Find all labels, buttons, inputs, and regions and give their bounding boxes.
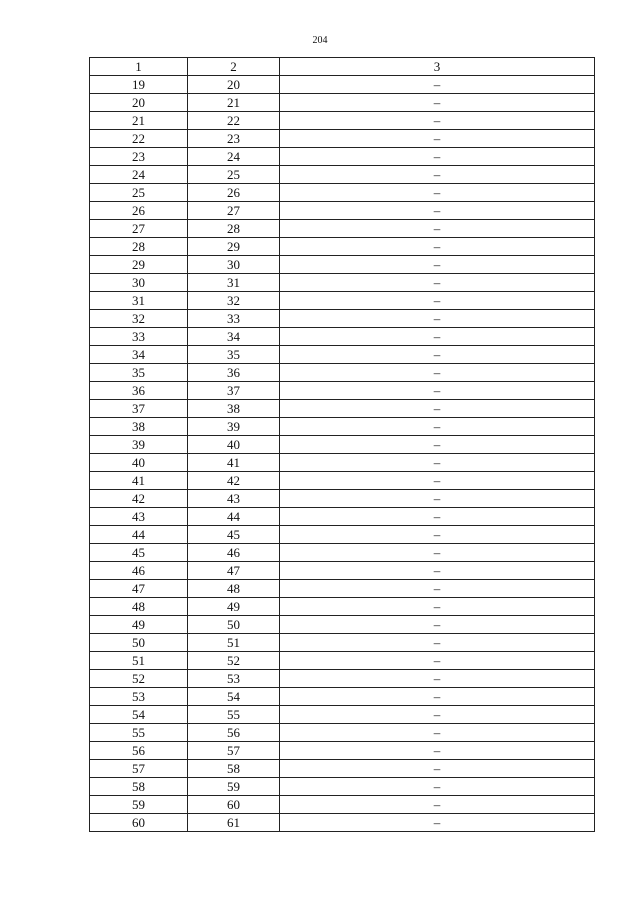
table-cell: 52 xyxy=(90,670,188,688)
table-cell: 47 xyxy=(188,562,280,580)
table-cell: 60 xyxy=(90,814,188,832)
table-cell: 42 xyxy=(188,472,280,490)
table-cell: – xyxy=(280,472,595,490)
table-cell: – xyxy=(280,616,595,634)
table-cell: 44 xyxy=(90,526,188,544)
data-table xyxy=(89,57,595,832)
table-row xyxy=(90,292,595,310)
table-row xyxy=(90,112,595,130)
table-cell: – xyxy=(280,274,595,292)
table-cell: – xyxy=(280,670,595,688)
table-cell: – xyxy=(280,508,595,526)
table-cell: – xyxy=(280,490,595,508)
table-cell: – xyxy=(280,76,595,94)
table-cell: 51 xyxy=(188,634,280,652)
table-cell: – xyxy=(280,724,595,742)
table-row xyxy=(90,328,595,346)
table-cell: 50 xyxy=(90,634,188,652)
table-cell: 25 xyxy=(188,166,280,184)
table-cell: – xyxy=(280,436,595,454)
page-number: 204 xyxy=(312,35,328,46)
table-row xyxy=(90,760,595,778)
table-cell: 31 xyxy=(90,292,188,310)
table-cell: 57 xyxy=(90,760,188,778)
table-row xyxy=(90,652,595,670)
table-cell: – xyxy=(280,184,595,202)
table-cell: – xyxy=(280,328,595,346)
table-row xyxy=(90,436,595,454)
table-cell: – xyxy=(280,166,595,184)
table-cell: 51 xyxy=(90,652,188,670)
table-cell: 49 xyxy=(188,598,280,616)
table-cell: 26 xyxy=(188,184,280,202)
table-row xyxy=(90,238,595,256)
table-cell: – xyxy=(280,112,595,130)
table-row xyxy=(90,220,595,238)
table-row xyxy=(90,670,595,688)
table-row xyxy=(90,616,595,634)
table-cell: 56 xyxy=(188,724,280,742)
table-cell: 61 xyxy=(188,814,280,832)
table-row xyxy=(90,148,595,166)
table-cell: 54 xyxy=(90,706,188,724)
table-cell: 28 xyxy=(188,220,280,238)
table-cell: – xyxy=(280,418,595,436)
table-cell: – xyxy=(280,544,595,562)
table-cell: 26 xyxy=(90,202,188,220)
table-cell: – xyxy=(280,382,595,400)
table-cell: 22 xyxy=(90,130,188,148)
table-cell: 54 xyxy=(188,688,280,706)
table-cell: 45 xyxy=(188,526,280,544)
table-cell: – xyxy=(280,202,595,220)
table-row xyxy=(90,778,595,796)
table-row xyxy=(90,580,595,598)
table-cell: 36 xyxy=(188,364,280,382)
table-row xyxy=(90,418,595,436)
table-row xyxy=(90,364,595,382)
table-row xyxy=(90,382,595,400)
table-cell: – xyxy=(280,814,595,832)
table-cell: – xyxy=(280,364,595,382)
table-cell: – xyxy=(280,598,595,616)
table-cell: – xyxy=(280,742,595,760)
table-cell: – xyxy=(280,94,595,112)
table-cell: 27 xyxy=(188,202,280,220)
table-cell: – xyxy=(280,562,595,580)
table-cell: – xyxy=(280,256,595,274)
table-row xyxy=(90,256,595,274)
table-cell: – xyxy=(280,238,595,256)
table-body xyxy=(90,58,595,832)
table-row xyxy=(90,310,595,328)
table-cell: 57 xyxy=(188,742,280,760)
table-cell: 25 xyxy=(90,184,188,202)
table-cell: 53 xyxy=(90,688,188,706)
table-cell: 39 xyxy=(90,436,188,454)
table-cell: 43 xyxy=(188,490,280,508)
table-cell: 41 xyxy=(90,472,188,490)
table-row xyxy=(90,796,595,814)
table-cell: 48 xyxy=(188,580,280,598)
table-cell: – xyxy=(280,220,595,238)
table-row xyxy=(90,562,595,580)
table-row xyxy=(90,688,595,706)
table-row xyxy=(90,274,595,292)
table-cell: 24 xyxy=(90,166,188,184)
table-cell: 30 xyxy=(90,274,188,292)
table-cell: 21 xyxy=(188,94,280,112)
table-cell: – xyxy=(280,292,595,310)
table-cell: 46 xyxy=(90,562,188,580)
table-row xyxy=(90,76,595,94)
table-cell: – xyxy=(280,130,595,148)
table-row xyxy=(90,202,595,220)
table-cell: 34 xyxy=(90,346,188,364)
table-row xyxy=(90,490,595,508)
table-cell: 24 xyxy=(188,148,280,166)
table-cell: 23 xyxy=(90,148,188,166)
table-cell: 38 xyxy=(188,400,280,418)
table-cell: 23 xyxy=(188,130,280,148)
table-cell: 29 xyxy=(188,238,280,256)
table-cell: 42 xyxy=(90,490,188,508)
table-cell: 43 xyxy=(90,508,188,526)
table-row xyxy=(90,184,595,202)
table-cell: 38 xyxy=(90,418,188,436)
table-cell: 45 xyxy=(90,544,188,562)
table-cell: 37 xyxy=(188,382,280,400)
table-cell: 33 xyxy=(188,310,280,328)
column-header: 1 xyxy=(90,58,188,76)
table-cell: 46 xyxy=(188,544,280,562)
table-cell: 27 xyxy=(90,220,188,238)
table-cell: 20 xyxy=(188,76,280,94)
table-cell: – xyxy=(280,688,595,706)
table-cell: 34 xyxy=(188,328,280,346)
table-row xyxy=(90,346,595,364)
table-cell: 48 xyxy=(90,598,188,616)
table-cell: 52 xyxy=(188,652,280,670)
table-row xyxy=(90,166,595,184)
table-row xyxy=(90,814,595,832)
table-cell: 37 xyxy=(90,400,188,418)
table-cell: – xyxy=(280,652,595,670)
table-cell: 58 xyxy=(188,760,280,778)
table-row xyxy=(90,544,595,562)
table-cell: 35 xyxy=(188,346,280,364)
table-cell: 58 xyxy=(90,778,188,796)
table-cell: 53 xyxy=(188,670,280,688)
table-cell: 55 xyxy=(188,706,280,724)
table-cell: 55 xyxy=(90,724,188,742)
table-row xyxy=(90,94,595,112)
column-header: 3 xyxy=(280,58,595,76)
table-cell: 60 xyxy=(188,796,280,814)
table-cell: – xyxy=(280,580,595,598)
table-cell: – xyxy=(280,634,595,652)
table-cell: 21 xyxy=(90,112,188,130)
table-cell: 47 xyxy=(90,580,188,598)
table-cell: 28 xyxy=(90,238,188,256)
table-cell: 39 xyxy=(188,418,280,436)
table-cell: – xyxy=(280,760,595,778)
table-row xyxy=(90,130,595,148)
table-cell: 31 xyxy=(188,274,280,292)
table-cell: – xyxy=(280,796,595,814)
table-cell: – xyxy=(280,148,595,166)
table-row xyxy=(90,454,595,472)
table-row xyxy=(90,400,595,418)
table-row xyxy=(90,598,595,616)
table-cell: 32 xyxy=(90,310,188,328)
table-row xyxy=(90,742,595,760)
table-cell: 50 xyxy=(188,616,280,634)
table-cell: – xyxy=(280,778,595,796)
table-cell: 35 xyxy=(90,364,188,382)
table-cell: – xyxy=(280,454,595,472)
table-row xyxy=(90,472,595,490)
table-cell: 30 xyxy=(188,256,280,274)
table-cell: 44 xyxy=(188,508,280,526)
table-cell: 41 xyxy=(188,454,280,472)
column-header: 2 xyxy=(188,58,280,76)
table-cell: 36 xyxy=(90,382,188,400)
table-cell: 20 xyxy=(90,94,188,112)
table-cell: 22 xyxy=(188,112,280,130)
table-row xyxy=(90,634,595,652)
table-cell: 29 xyxy=(90,256,188,274)
table-cell: 19 xyxy=(90,76,188,94)
table-cell: – xyxy=(280,346,595,364)
table-cell: 59 xyxy=(90,796,188,814)
table-row xyxy=(90,508,595,526)
table-row xyxy=(90,526,595,544)
table-cell: 49 xyxy=(90,616,188,634)
table-cell: 33 xyxy=(90,328,188,346)
table-cell: – xyxy=(280,706,595,724)
table-cell: 40 xyxy=(188,436,280,454)
table-row xyxy=(90,724,595,742)
table-cell: 59 xyxy=(188,778,280,796)
table-cell: – xyxy=(280,310,595,328)
table-cell: 56 xyxy=(90,742,188,760)
table-cell: 40 xyxy=(90,454,188,472)
table-cell: 32 xyxy=(188,292,280,310)
table-cell: – xyxy=(280,526,595,544)
table-header-row xyxy=(90,58,595,76)
table-row xyxy=(90,706,595,724)
table-cell: – xyxy=(280,400,595,418)
